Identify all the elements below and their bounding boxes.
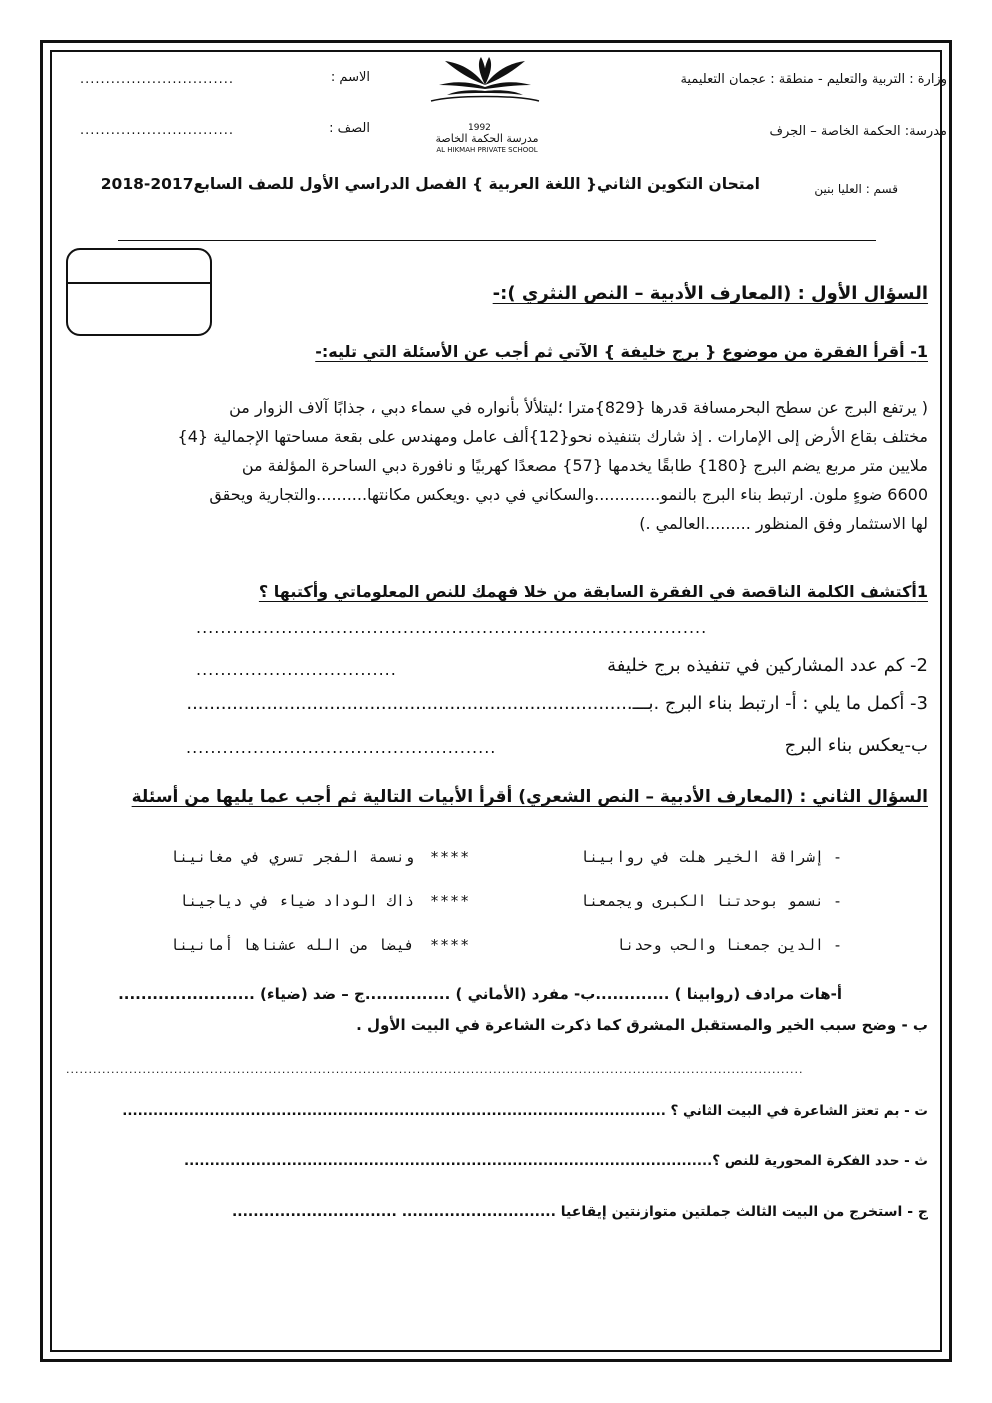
question-3: 3- أكمل ما يلي : أ- ارتبط بناء البرج .بـــ.............................................................................. xyxy=(186,693,928,714)
question-t: ت - بم تعتز الشاعرة في البيت الثاني ؟ .......................................................................................................... xyxy=(122,1103,928,1119)
school-logo-icon xyxy=(425,55,545,105)
question-a: أ-هات مرادف (روابينا ) .............ب- مفرد (الأماني ) ...............ج – ضد (ضياء) ........................ xyxy=(118,985,842,1003)
verse-second-half: ذاك الوداد ضياء في دياجينا xyxy=(179,892,414,910)
question-th: ث - حدد الفكرة المحورية للنص ؟....................................................................................................... xyxy=(184,1153,928,1169)
passage-line: ( يرتفع البرج عن سطح البحرمسافة قدرها {829}مترا ؛ليتلألأ بأنواره في سماء دبي ، جذابًا آلاف الزوار من xyxy=(229,398,928,417)
answer-line-b[interactable]: .................................................................................................................................................................... xyxy=(66,1063,804,1076)
verse-first-half: - إشراقة الخير هلت في روابينا xyxy=(580,848,842,866)
department-label: قسم : العليا بنين xyxy=(814,182,898,196)
section1-instruction: 1- أقرأ الفقرة من موضوع { برج خليفة } الآتي ثم أجب عن الأسئلة التي تليه:- xyxy=(315,342,928,361)
passage-line: ملايين متر مربع يضم البرج {180} طابقًا يخدمها {57} مصعدًا كهربيًا و نافورة دبي الساحرة المؤلفة من xyxy=(241,456,928,475)
question-j: ج - استخرج من البيت الثالث جملتين متوازنتين إيقاعيا ............................. ............................... xyxy=(231,1204,928,1220)
section1-title: السؤال الأول : (المعارف الأدبية – النص النثري ):- xyxy=(492,283,928,304)
score-box xyxy=(66,248,212,336)
class-label: الصف : xyxy=(329,121,370,136)
verse-separator: **** xyxy=(430,848,471,866)
section2-title: السؤال الثاني : (المعارف الأدبية – النص الشعري) أقرأ الأبيات التالية ثم أجب عما يليها من أسئلة xyxy=(131,787,928,807)
passage-line: مختلف بقاع الأرض إلى الإمارات . إذ شارك بتنفيذه نحو{12}ألف عامل ومهندس على بقعة مساحتها الإجمالية {4} xyxy=(177,427,928,446)
name-label: الاسم : xyxy=(330,70,370,85)
verse-separator: **** xyxy=(430,892,471,910)
question-b: ب - وضح سبب الخير والمستقبل المشرق كما ذكرت الشاعرة في البيت الأول . xyxy=(356,1016,928,1034)
class-field[interactable]: .............................. xyxy=(80,123,234,138)
question-1: 1أكتشف الكلمة الناقصة في الفقرة السابقة من خلا فهمك للنص المعلوماتي وأكتبها ؟ xyxy=(258,582,928,601)
header-divider xyxy=(118,240,876,241)
school-line: مدرسة: الحكمة الخاصة – الجرف xyxy=(769,124,947,139)
answer-line-2[interactable]: ................................. xyxy=(196,660,397,679)
name-field[interactable]: .............................. xyxy=(80,72,234,87)
logo-arabic-name: مدرسة الحكمة الخاصة xyxy=(435,132,539,145)
question-2: 2- كم عدد المشاركين في تنفيذه برج خليفة xyxy=(607,655,928,676)
verse-second-half: ونسمة الفجر تسري في مغانينا xyxy=(170,848,414,866)
passage-line: لها الاستثمار وفق المنظور .........العالمي .) xyxy=(639,514,928,533)
answer-line-3b[interactable]: ................................................... xyxy=(186,738,497,757)
verse-second-half: فيضا من الله عشناها أمانينا xyxy=(170,936,414,954)
ministry-line: وزارة : التربية والتعليم - منطقة : عجمان التعليمية xyxy=(680,72,947,87)
question-3b: ب-يعكس بناء البرج xyxy=(784,735,928,756)
logo-year: 1992 xyxy=(468,123,491,133)
passage-line: 6600 ضوءٍ ملون. ارتبط بناء البرج بالنمو.............والسكاني في دبي .ويعكس مكانتها..........والتجارية ويحقق xyxy=(209,485,928,504)
verse-separator: **** xyxy=(430,936,471,954)
verse-first-half: - نسمو بوحدتنا الكبرى ويجمعنا xyxy=(580,892,842,910)
exam-title: امتحان التكوين الثاني{ اللغة العربية } الفصل الدراسي الأول للصف السابع2017-2018 xyxy=(100,175,760,193)
verse-first-half: - الدين جمعنا والحب وحدنا xyxy=(616,936,842,954)
logo-english-name: AL HIKMAH PRIVATE SCHOOL xyxy=(436,146,538,154)
answer-line-1[interactable]: .................................................................................... xyxy=(196,618,708,637)
